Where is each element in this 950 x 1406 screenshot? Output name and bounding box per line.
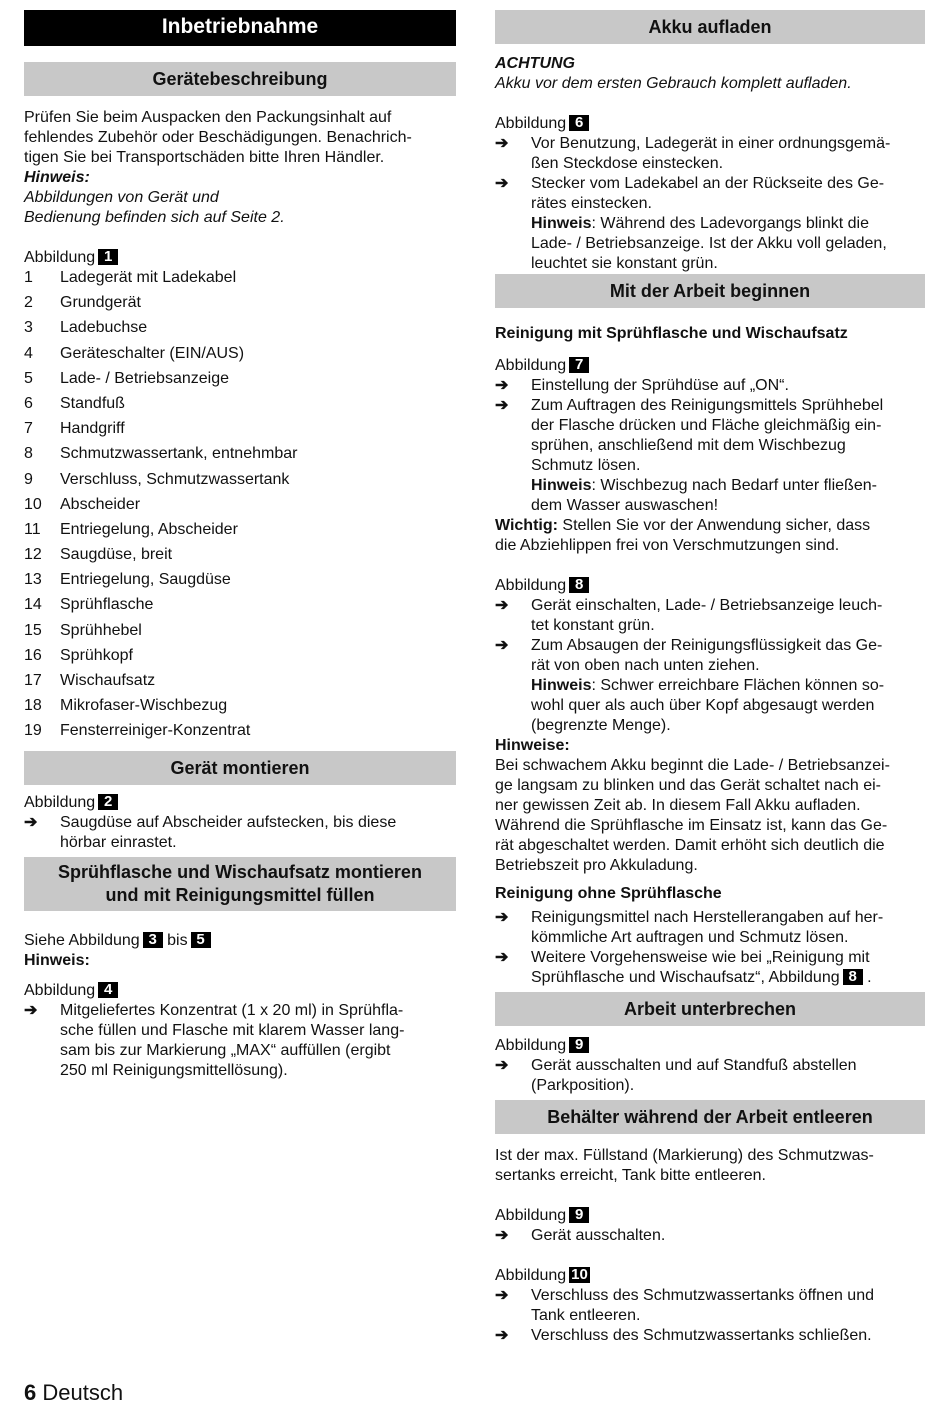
chapter-title: Inbetriebnahme	[24, 10, 456, 46]
item-label: Grundgerät	[60, 294, 141, 312]
item-label: Sprühflasche	[60, 596, 154, 614]
warning-label: ACHTUNG	[495, 55, 575, 72]
parts-list-item	[24, 595, 456, 620]
figure-number-badge: 9	[569, 1037, 589, 1053]
parts-list-item	[24, 570, 456, 595]
arrow-icon: ➔	[495, 637, 509, 654]
instruction-step: ➔ Saugdüse auf Abscheider aufstecken, bis diese hörbar einrastet.	[24, 813, 397, 851]
item-label: Standfuß	[60, 394, 125, 412]
figure-number-badge: 8	[569, 577, 589, 593]
item-number: 7	[24, 420, 33, 438]
warning-text: Akku vor dem ersten Gebrauch komplett aufladen.	[495, 75, 852, 92]
item-label: Mikrofaser-Wischbezug	[60, 697, 228, 715]
figure-number-badge: 8	[843, 969, 863, 985]
section-title-assemble: Gerät montieren	[24, 751, 456, 785]
parts-list-item	[24, 671, 456, 696]
empty-tank-paragraph: Ist der max. Füllstand (Markierung) des Schmutzwas- sertanks erreicht, Tank bitte entleeren.	[495, 1147, 874, 1184]
item-number: 19	[24, 722, 42, 740]
arrow-icon: ➔	[495, 597, 509, 614]
item-label: Lade- / Betriebsanzeige	[60, 369, 229, 387]
figure-reference: Abbildung 1	[24, 248, 456, 268]
instruction-step: ➔ Stecker vom Ladekabel an der Rückseite des Ge- rätes einstecken. Hinweis: Während des Ladevorgangs blinkt die Lade- / Betriebsanzeige. Ist der Akku voll geladen, leuchtet sie konstant grün.	[495, 175, 887, 272]
left-column	[24, 10, 456, 1081]
figure-number-badge: 9	[569, 1207, 589, 1223]
item-number: 6	[24, 394, 33, 412]
item-number: 11	[24, 520, 41, 538]
item-label: Sprühhebel	[60, 621, 142, 639]
intro-paragraph: Prüfen Sie beim Auspacken den Packungsinhalt auf fehlendes Zubehör oder Beschädigungen. Benachrich- tigen Sie bei Transportschäden bitte Ihren Händler. Hinweis: Abbildungen von Gerät und Bedienung befinden sich auf Seite 2.	[24, 109, 412, 226]
hint-label: Hinweis:	[24, 951, 90, 969]
arrow-icon: ➔	[495, 1057, 509, 1074]
instruction-step: ➔ Weitere Vorgehensweise wie bei „Reinigung mit Sprühflasche und Wischaufsatz“, Abbildung 8 .	[495, 949, 872, 986]
instruction-step: ➔ Mitgeliefertes Konzentrat (1 x 20 ml) in Sprühfla- sche füllen und Flasche mit klarem Wasser lang- sam bis zur Markierung „MAX“ auffüllen (ergibt 250 ml Reinigungsmittellösung).	[24, 1001, 405, 1079]
item-number: 10	[24, 495, 42, 513]
item-label: Ladegerät mit Ladekabel	[60, 269, 237, 286]
subsection-title: Reinigung mit Sprühflasche und Wischaufsatz	[495, 325, 848, 342]
instruction-step: ➔ Gerät ausschalten.	[495, 1227, 666, 1244]
section-title-start-work: Mit der Arbeit beginnen	[495, 274, 925, 308]
item-number: 2	[24, 294, 33, 312]
figure-number-badge: 10	[571, 1266, 588, 1283]
figure-reference: Abbildung 9	[495, 1206, 925, 1226]
arrow-icon: ➔	[495, 1227, 509, 1244]
parts-list-item	[24, 520, 456, 545]
item-number: 9	[24, 470, 33, 488]
figure-reference: Abbildung 10	[495, 1266, 588, 1284]
item-label: Schmutzwassertank, entnehmbar	[60, 445, 298, 463]
item-label: Sprühkopf	[60, 646, 133, 664]
figure-reference: Siehe Abbildung 3 bis 5	[24, 931, 456, 951]
parts-list-item	[24, 369, 456, 394]
parts-list-item	[24, 444, 456, 469]
important-note: Wichtig: Stellen Sie vor der Anwendung sicher, dass die Abziehlippen frei von Verschmutzungen sind.	[495, 517, 871, 554]
arrow-icon: ➔	[24, 1001, 38, 1019]
item-number: 5	[24, 369, 33, 387]
parts-list-item	[24, 318, 456, 343]
arrow-icon: ➔	[495, 135, 509, 152]
item-label: Fensterreiniger-Konzentrat	[60, 722, 251, 740]
hints-label: Hinweise:	[495, 737, 570, 754]
item-label: Wischaufsatz	[60, 672, 156, 689]
arrow-icon: ➔	[24, 813, 38, 831]
parts-list-item	[24, 394, 456, 419]
parts-list-item	[24, 721, 456, 746]
arrow-icon: ➔	[495, 377, 509, 394]
parts-list-item	[24, 293, 456, 318]
item-label: Saugdüse, breit	[60, 546, 173, 564]
page-footer	[24, 1380, 123, 1406]
parts-list	[24, 268, 456, 747]
figure-number-badge: 5	[191, 932, 211, 948]
arrow-icon: ➔	[495, 397, 509, 414]
section-title-charge-battery: Akku aufladen	[495, 10, 925, 44]
figure-reference: Abbildung 6	[495, 114, 925, 134]
section-title-device-description: Gerätebeschreibung	[24, 62, 456, 96]
figure-reference: Abbildung 4	[24, 981, 456, 1001]
item-number: 13	[24, 571, 42, 589]
instruction-step: ➔ Zum Auftragen des Reinigungsmittels Sprühhebel der Flasche drücken und Fläche gleichmäßig ein- sprühen, anschließend mit dem Wischbezug Schmutz lösen. Hinweis: Wischbezug nach Bedarf unter fließen- dem Wasser auswaschen!	[495, 397, 884, 514]
instruction-step: ➔ Gerät einschalten, Lade- / Betriebsanzeige leuch- tet konstant grün.	[495, 597, 883, 634]
item-label: Geräteschalter (EIN/AUS)	[60, 344, 245, 362]
item-number: 18	[24, 697, 42, 715]
arrow-icon: ➔	[495, 175, 509, 192]
instruction-step: ➔ Verschluss des Schmutzwassertanks schließen.	[495, 1327, 872, 1344]
item-label: Abscheider	[60, 495, 141, 513]
item-number: 15	[24, 621, 42, 639]
arrow-icon: ➔	[495, 1287, 509, 1304]
instruction-step: ➔ Verschluss des Schmutzwassertanks öffnen und Tank entleeren.	[495, 1287, 874, 1324]
item-number: 1	[24, 269, 33, 286]
item-label: Ladebuchse	[60, 319, 148, 337]
section-title-interrupt-work: Arbeit unterbrechen	[495, 992, 925, 1026]
figure-reference: Abbildung 9	[495, 1036, 925, 1056]
arrow-icon: ➔	[495, 909, 509, 926]
footer-language: Deutsch	[42, 1380, 124, 1405]
figure-number-badge: 4	[98, 982, 118, 998]
item-number: 8	[24, 445, 33, 463]
subsection-title: Reinigung ohne Sprühflasche	[495, 885, 722, 902]
figure-number-badge: 6	[569, 115, 589, 131]
parts-list-item	[24, 470, 456, 495]
item-label: Entriegelung, Abscheider	[60, 520, 238, 538]
figure-reference: Abbildung 7	[495, 356, 925, 376]
section-title-spray-bottle: Sprühflasche und Wischaufsatz montieren und mit Reinigungsmittel füllen	[24, 857, 456, 911]
item-label: Entriegelung, Saugdüse	[60, 571, 231, 589]
page-number: 6	[24, 1380, 37, 1405]
item-number: 14	[24, 596, 42, 614]
instruction-step: ➔ Vor Benutzung, Ladegerät in einer ordnungsgemä- ßen Steckdose einstecken.	[495, 135, 891, 172]
item-label: Verschluss, Schmutzwassertank	[60, 470, 290, 488]
figure-number-badge: 1	[98, 249, 118, 265]
figure-number-badge: 7	[569, 357, 589, 373]
arrow-icon: ➔	[495, 949, 509, 966]
figure-reference: Abbildung 2	[24, 793, 456, 813]
parts-list-item	[24, 344, 456, 369]
figure-reference: Abbildung 8	[495, 576, 925, 596]
parts-list-item	[24, 646, 456, 671]
item-number: 12	[24, 546, 42, 564]
item-number: 17	[24, 672, 42, 689]
section-title-empty-container: Behälter während der Arbeit entleeren	[495, 1100, 925, 1134]
parts-list-item	[24, 268, 456, 293]
parts-list-item	[24, 696, 456, 721]
item-number: 4	[24, 344, 33, 362]
hint-label: Hinweis:	[24, 169, 90, 186]
instruction-step: ➔ Einstellung der Sprühdüse auf „ON“.	[495, 377, 789, 394]
parts-list-item	[24, 621, 456, 646]
parts-list-item	[24, 545, 456, 570]
hints-paragraph: Bei schwachem Akku beginnt die Lade- / Betriebsanzei- ge langsam zu blinken und das Gerät schaltet nach ei- ner gewissen Zeit ab. In diesem Fall Akku aufladen. Während die Sprühflasche im Einsatz ist, kann das Ge- rät abgeschaltet werden. Damit erhöht sich deutlich die Betriebszeit pro Akkuladung.	[495, 757, 890, 874]
item-number: 16	[24, 646, 42, 664]
parts-list-item	[24, 495, 456, 520]
parts-list-item	[24, 419, 456, 444]
item-number: 3	[24, 319, 33, 337]
instruction-step: ➔ Reinigungsmittel nach Herstellerangaben auf her- kömmliche Art auftragen und Schmutz lösen.	[495, 909, 884, 946]
item-label: Handgriff	[60, 420, 125, 438]
arrow-icon: ➔	[495, 1327, 509, 1344]
instruction-step: ➔ Gerät ausschalten und auf Standfuß abstellen (Parkposition).	[495, 1057, 857, 1094]
figure-number-badge: 3	[143, 932, 163, 948]
right-column	[495, 10, 925, 1346]
instruction-step: ➔ Zum Absaugen der Reinigungsflüssigkeit das Ge- rät von oben nach unten ziehen. Hinweis: Schwer erreichbare Flächen können so- wohl quer als auch über Kopf abgesaugt werden (begrenzte Menge).	[495, 637, 885, 734]
figure-number-badge: 2	[98, 794, 118, 810]
